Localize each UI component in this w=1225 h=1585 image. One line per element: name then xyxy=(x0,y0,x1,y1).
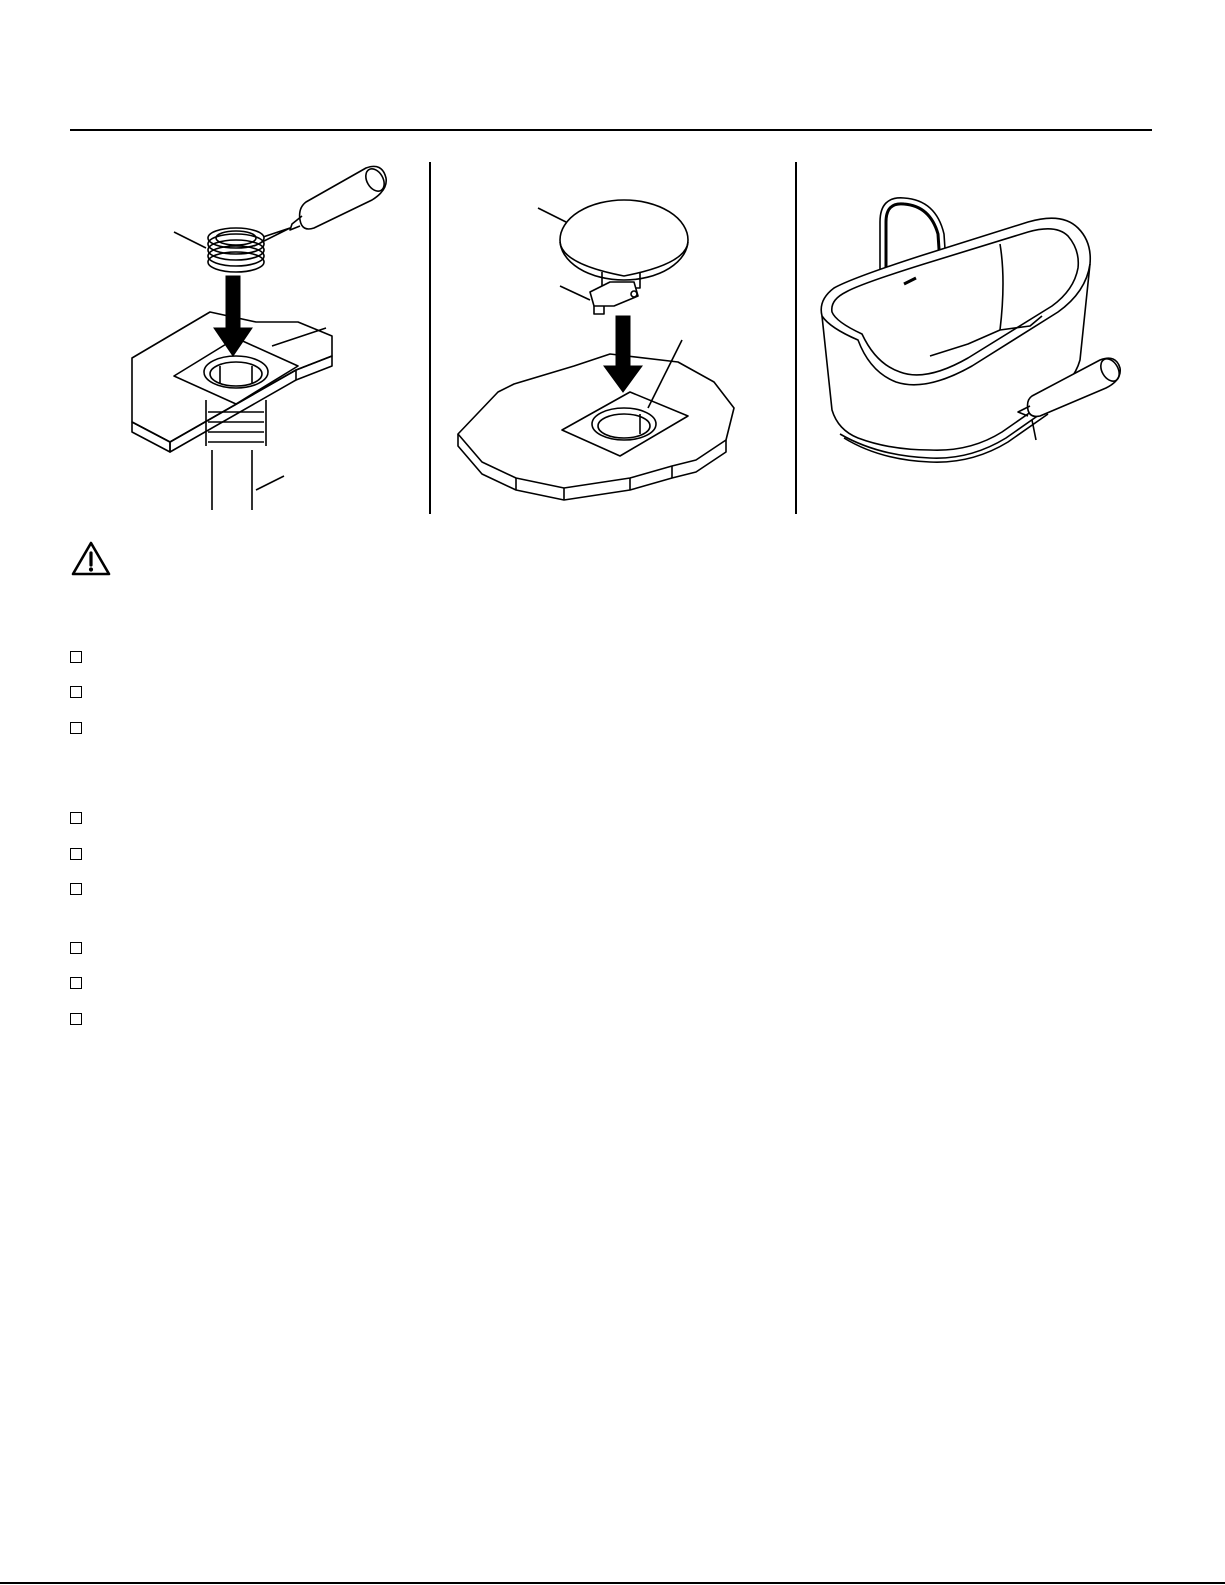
checklist-item xyxy=(70,722,86,738)
checkbox-icon[interactable] xyxy=(70,686,82,698)
checklist-item xyxy=(70,686,86,702)
bottom-rule xyxy=(0,1582,1225,1584)
checkbox-icon[interactable] xyxy=(70,812,82,824)
checklist-item xyxy=(70,1013,86,1029)
checklist-item xyxy=(70,848,86,864)
checkbox-icon[interactable] xyxy=(70,977,82,989)
installation-checklist xyxy=(70,0,1152,1100)
checkbox-icon[interactable] xyxy=(70,722,82,734)
checkbox-icon[interactable] xyxy=(70,651,82,663)
checklist-item xyxy=(70,812,86,828)
checkbox-icon[interactable] xyxy=(70,942,82,954)
checkbox-icon[interactable] xyxy=(70,1013,82,1025)
checkbox-icon[interactable] xyxy=(70,883,82,895)
checklist-item xyxy=(70,883,86,899)
checklist-item xyxy=(70,651,86,667)
checkbox-icon[interactable] xyxy=(70,848,82,860)
checklist-item xyxy=(70,977,86,993)
checklist-item xyxy=(70,942,86,958)
